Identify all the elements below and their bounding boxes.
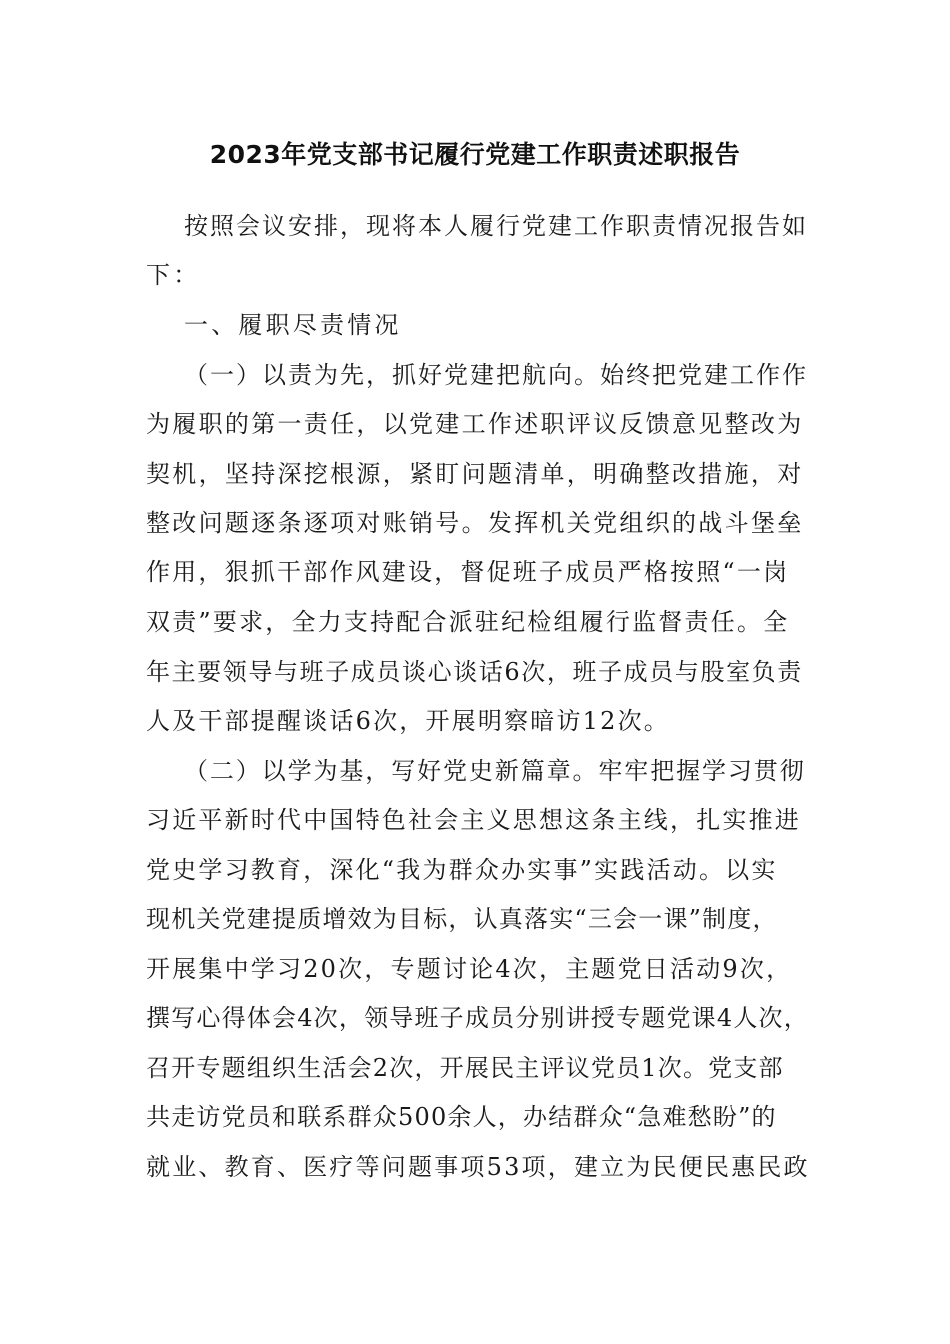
paragraph-line: 开展集中学习20次，专题讨论4次，主题党日活动9次， (146, 955, 793, 983)
paragraph-line: 双责”要求，全力支持配合派驻纪检组履行监督责任。全 (146, 608, 790, 636)
paragraph-line: 为履职的第一责任，以党建工作述职评议反馈意见整改为 (146, 410, 804, 438)
paragraph-line: 整改问题逐条逐项对账销号。发挥机关党组织的战斗堡垒 (146, 509, 804, 537)
paragraph-line: 就业、教育、医疗等问题事项53项，建立为民便民惠民政 (146, 1153, 810, 1181)
paragraph-line: 共走访党员和联系群众500余人，办结群众“急难愁盼”的 (146, 1103, 777, 1131)
paragraph-line: 人及干部提醒谈话6次，开展明察暗访12次。 (146, 707, 671, 735)
paragraph-line: 撰写心得体会4次，领导班子成员分别讲授专题党课4人次， (146, 1004, 809, 1032)
paragraph-line: 作用，狠抓干部作风建设，督促班子成员严格按照“一岗 (146, 558, 790, 586)
section-heading: 一、履职尽责情况 (184, 311, 402, 339)
paragraph-line: 召开专题组织生活会2次，开展民主评议党员1次。党支部 (146, 1054, 784, 1082)
paragraph-line: （一）以责为先，抓好党建把航向。始终把党建工作作 (184, 361, 808, 389)
paragraph-line: 现机关党建提质增效为目标，认真落实“三会一课”制度， (146, 905, 778, 933)
paragraph-line: 契机，坚持深挖根源，紧盯问题清单，明确整改措施，对 (146, 460, 804, 488)
paragraph-line: 按照会议安排，现将本人履行党建工作职责情况报告如 (184, 212, 808, 240)
paragraph-line: 下： (146, 261, 201, 289)
paragraph-line: 党史学习教育，深化“我为群众办实事”实践活动。以实 (146, 856, 778, 884)
paragraph-line: 习近平新时代中国特色社会主义思想这条主线，扎实推进 (146, 806, 801, 834)
paragraph-line: 年主要领导与班子成员谈心谈话6次，班子成员与股室负责 (146, 658, 803, 686)
paragraph-line: （二）以学为基，写好党史新篇章。牢牢把握学习贯彻 (184, 757, 806, 785)
document-title: 2023年党支部书记履行党建工作职责述职报告 (209, 140, 741, 169)
